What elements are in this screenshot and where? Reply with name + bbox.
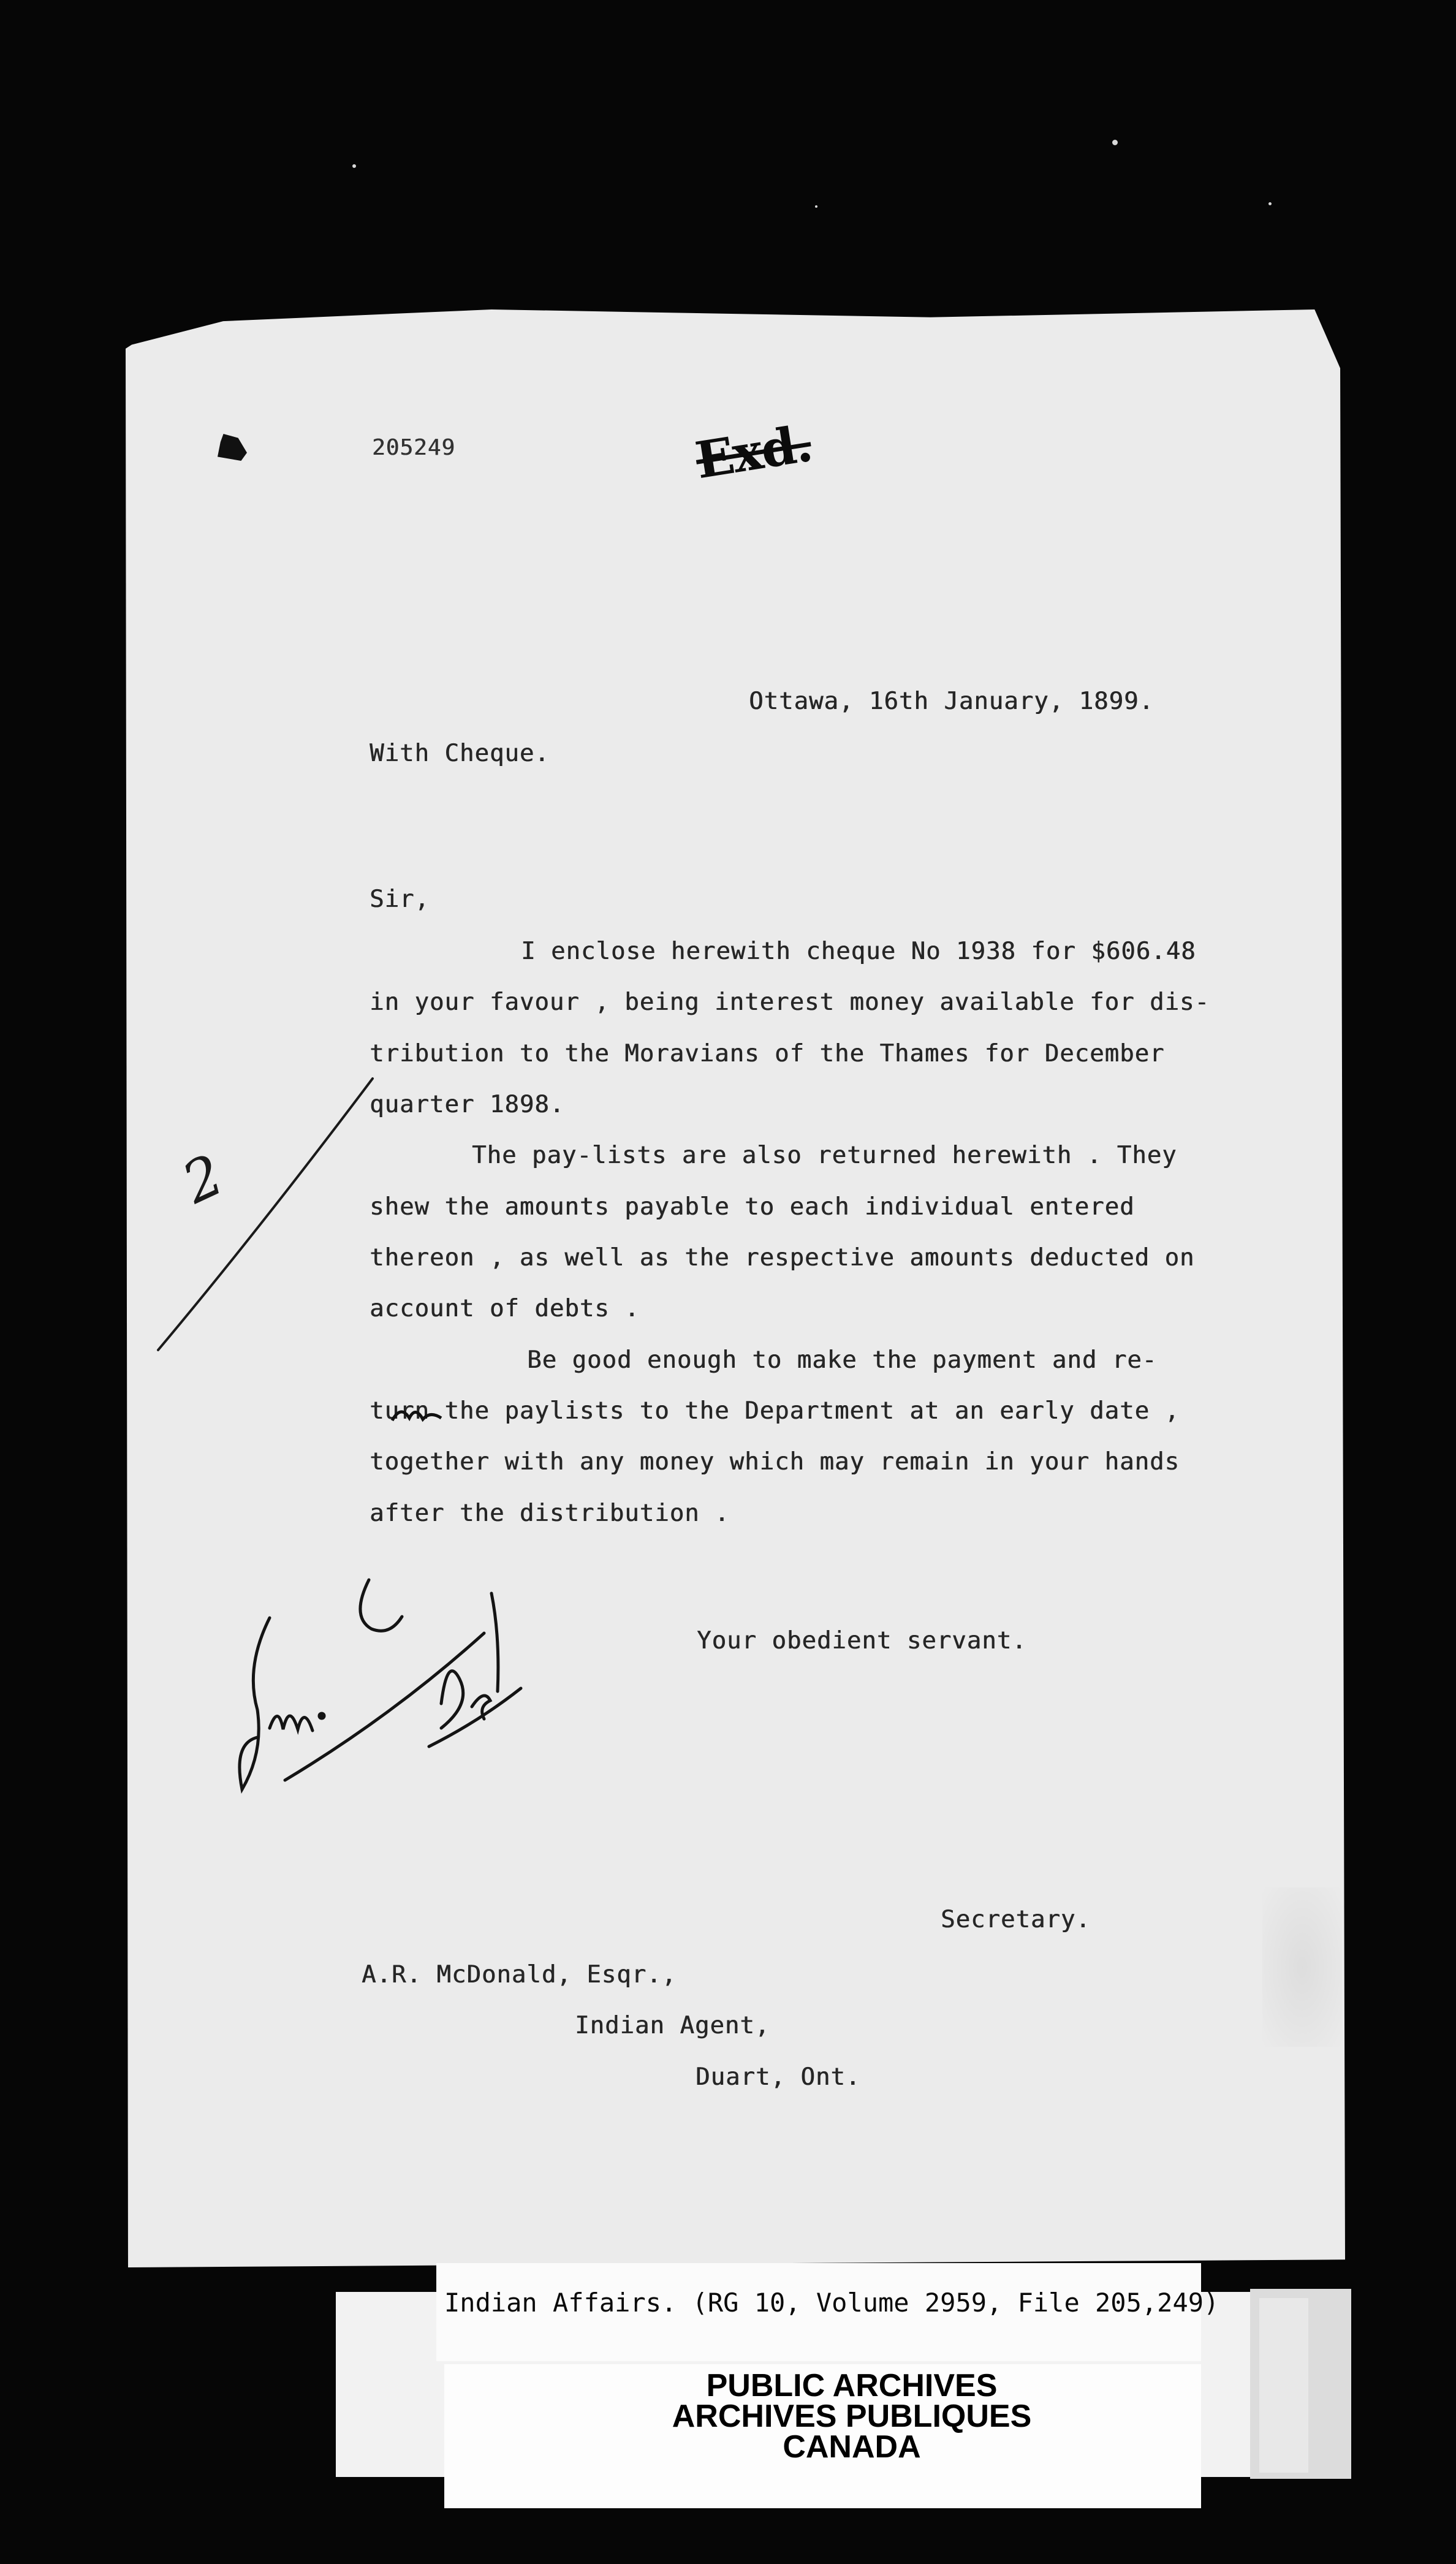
addressee-name: A.R. McDonald, Esqr., — [362, 1961, 677, 1989]
body-line: in your favour , being interest money available for dis- — [370, 988, 1210, 1016]
body-line: account of debts . — [370, 1295, 640, 1322]
dust-speck — [1268, 202, 1272, 205]
body-line: tribution to the Moravians of the Thames for December — [370, 1040, 1165, 1068]
dateline: Ottawa, 16th January, 1899. — [749, 688, 1154, 715]
archive-label-tab-inner — [1259, 2298, 1308, 2473]
body-line: The pay-lists are also returned herewith . They — [472, 1142, 1177, 1169]
dust-speck — [815, 205, 817, 208]
letter-sheet — [126, 309, 1345, 2267]
salutation: Sir, — [370, 886, 430, 913]
file-number: 205249 — [372, 435, 456, 460]
body-line: I enclose herewith cheque No 1938 for $606.48 — [521, 938, 1196, 965]
addressee-position: Indian Agent, — [575, 2012, 770, 2039]
body-line: shew the amounts payable to each individual entered — [370, 1193, 1135, 1221]
archive-stamp-line: CANADA — [783, 2429, 921, 2465]
enclosure-note: With Cheque. — [370, 740, 550, 767]
body-line: together with any money which may remain in your hands — [370, 1448, 1180, 1476]
body-line: after the distribution . — [370, 1500, 730, 1527]
archive-stamp-line: PUBLIC ARCHIVES — [706, 2368, 998, 2403]
dust-speck — [352, 164, 356, 168]
archive-stamp — [444, 2368, 1259, 2465]
archive-reference: Indian Affairs. (RG 10, Volume 2959, File 205,249) — [444, 2288, 1219, 2318]
body-line: Be good enough to make the payment and re- — [527, 1346, 1158, 1374]
body-line: turn the paylists to the Department at an early date , — [370, 1397, 1180, 1425]
body-line: thereon , as well as the respective amounts deducted on — [370, 1244, 1195, 1272]
marginal-number: 2 — [173, 1142, 233, 1216]
archive-stamp-line: ARCHIVES PUBLIQUES — [672, 2399, 1032, 2434]
sheet-stain — [1262, 1887, 1342, 2047]
signature-title: Secretary. — [941, 1906, 1091, 1933]
body-line: quarter 1898. — [370, 1091, 565, 1118]
closing: Your obedient servant. — [697, 1627, 1027, 1655]
addressee-location: Duart, Ont. — [696, 2063, 861, 2091]
dust-speck — [1112, 140, 1118, 145]
